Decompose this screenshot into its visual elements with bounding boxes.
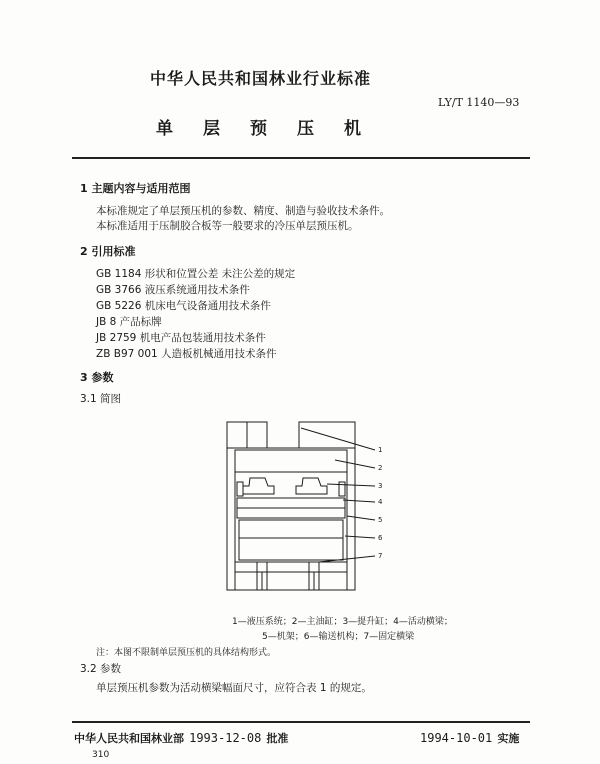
section-1-heading: 1 主题内容与适用范围 (80, 182, 191, 195)
section-3-2-paragraph: 单层预压机参数为活动横梁幅面尺寸，应符合表 1 的规定。 (96, 682, 372, 694)
reference-item: JB 8 产品标牌 (96, 316, 162, 328)
section-3-heading: 3 参数 (80, 371, 114, 384)
figure-caption-line-1: 1—液压系统；2—主油缸；3—提升缸；4—活动横梁； (232, 617, 453, 627)
approval-suffix: 批准 (266, 732, 289, 745)
standard-code: LY/T 1140—93 (438, 96, 520, 109)
effective-line (420, 727, 519, 746)
reference-item: GB 3766 液压系统通用技术条件 (96, 284, 250, 296)
document-title: 单层预压机 (156, 119, 391, 139)
figure-label: 5 (378, 516, 383, 524)
section-3-2-heading: 3.2 参数 (80, 663, 122, 675)
effective-date: 1994-10-01 (420, 731, 493, 745)
section-1-paragraph-2: 本标准适用于压制胶合板等一般要求的冷压单层预压机。 (96, 220, 359, 232)
section-1-paragraph-1: 本标准规定了单层预压机的参数、精度、制造与验收技术条件。 (96, 205, 390, 217)
footer-divider (72, 721, 530, 723)
approval-date: 1993-12-08 (189, 731, 262, 745)
figure-label: 7 (378, 552, 383, 560)
figure-label: 1 (378, 446, 383, 454)
organization-name: 中华人民共和国林业行业标准 (150, 69, 372, 88)
approval-organization: 中华人民共和国林业部 (74, 732, 184, 745)
figure-label: 6 (378, 534, 383, 542)
reference-item: ZB B97 001 人造板机械通用技术条件 (96, 348, 277, 360)
reference-item: GB 5226 机床电气设备通用技术条件 (96, 300, 271, 312)
reference-item: GB 1184 形状和位置公差 未注公差的规定 (96, 268, 296, 280)
press-diagram (205, 420, 400, 600)
section-2-heading: 2 引用标准 (80, 245, 136, 258)
page-number: 310 (92, 750, 110, 760)
section-3-1-heading: 3.1 简图 (80, 393, 122, 405)
figure-label: 2 (378, 464, 383, 472)
header-divider (72, 157, 530, 159)
effective-suffix: 实施 (497, 732, 520, 745)
figure-label: 3 (378, 482, 383, 490)
reference-item: JB 2759 机电产品包装通用技术条件 (96, 332, 266, 344)
figure-note: 注：本图不限制单层预压机的具体结构形式。 (96, 648, 277, 658)
figure-caption-line-2: 5—机架；6—输送机构；7—固定横梁 (262, 632, 415, 642)
approval-line (74, 727, 288, 746)
figure-label: 4 (378, 498, 383, 506)
